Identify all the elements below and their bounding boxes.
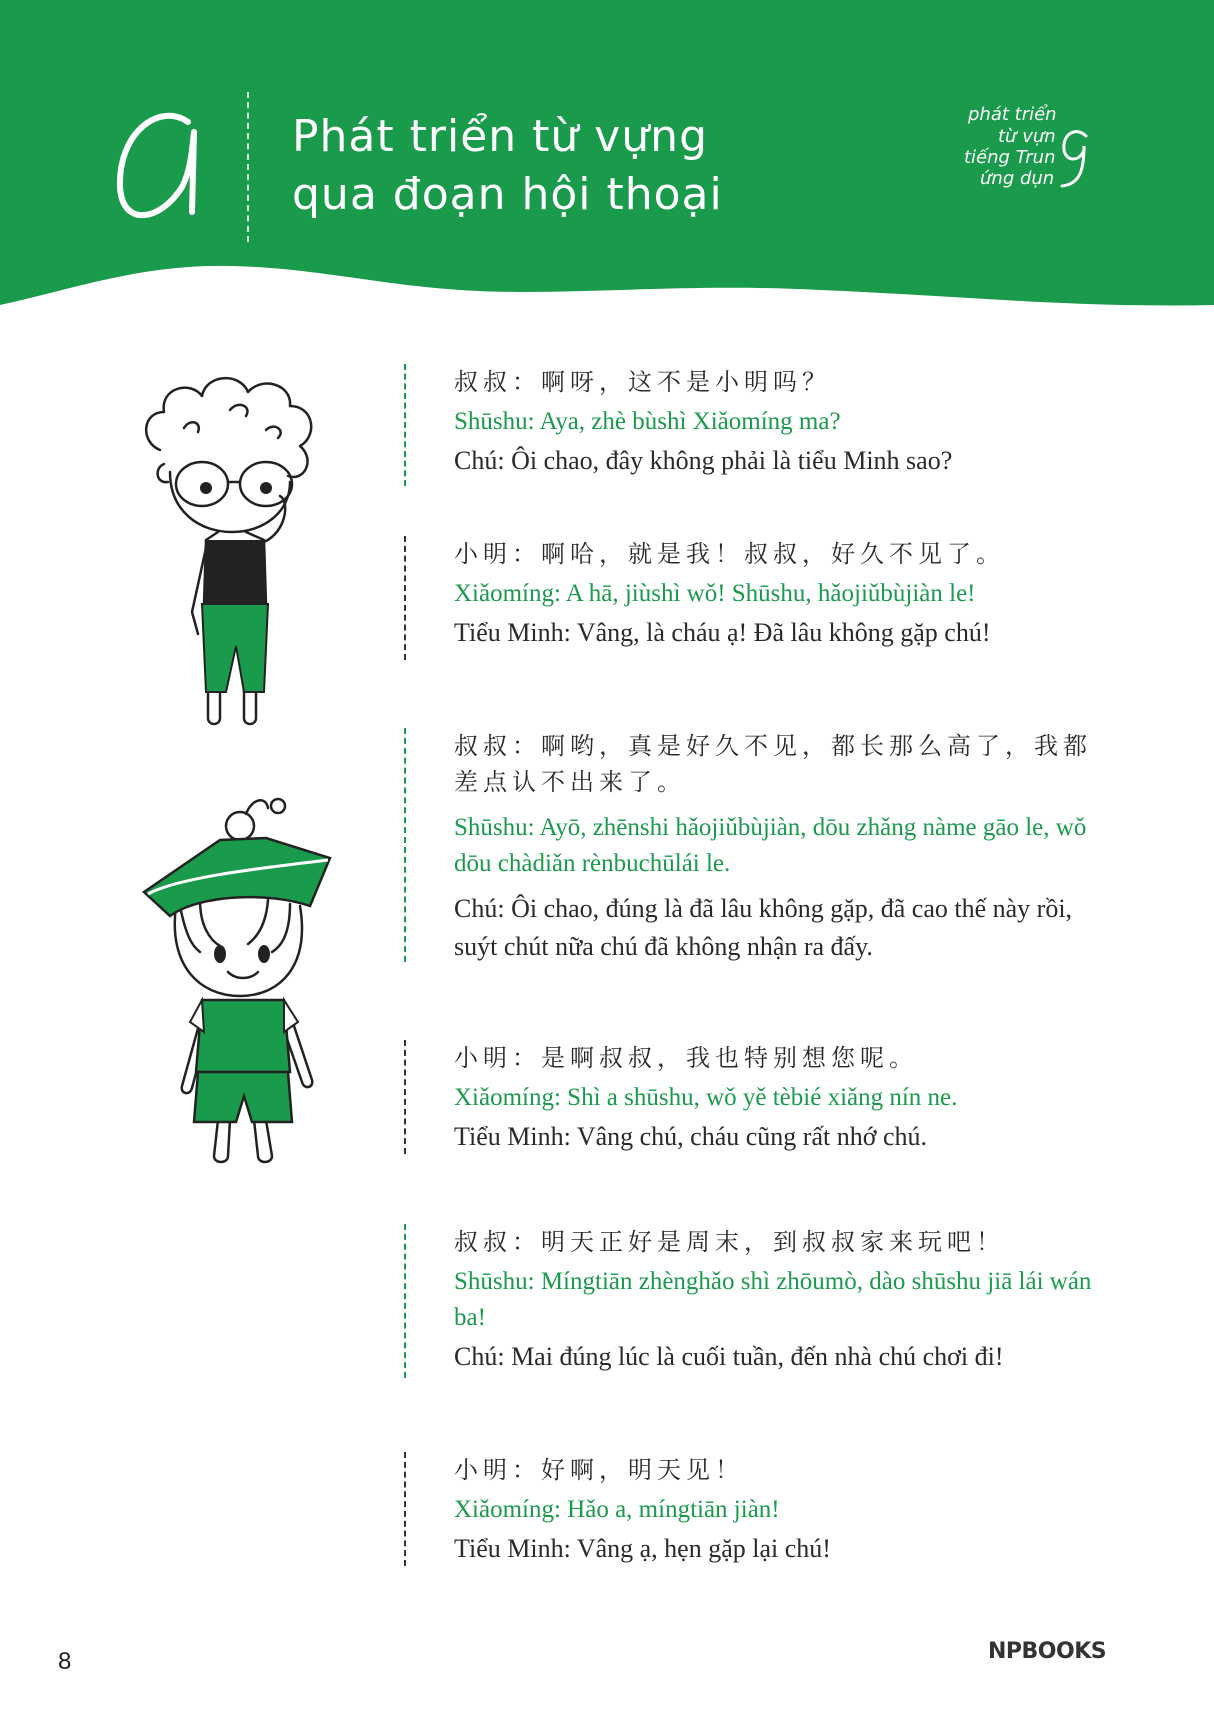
header-divider (247, 92, 249, 242)
dialogue-block-5 (404, 1224, 1124, 1378)
vietnamese-line: Chú: Ôi chao, đây không phải là tiểu Minh sao? (454, 446, 953, 475)
vietnamese-line: Tiểu Minh: Vâng chú, cháu cũng rất nhớ chú. (454, 1122, 928, 1151)
boy-green-hat-illustration (140, 796, 354, 1166)
chinese-line: 小明：啊哈，就是我！叔叔，好久不见了。 (454, 540, 1005, 568)
chinese-line: 叔叔：啊哟，真是好久不见，都长那么高了，我都差点认不出来了。 (454, 732, 1092, 796)
chapter-letter-a-icon (110, 92, 220, 232)
dialogue-divider (404, 1224, 406, 1378)
dialogue-divider (404, 364, 406, 486)
dialogue-block-6 (404, 1452, 1124, 1566)
series-logo-line-1: phát triển (968, 104, 1057, 125)
publisher-name: NPBOOKS (988, 1639, 1107, 1664)
vietnamese-line: Tiểu Minh: Vâng ạ, hẹn gặp lại chú! (454, 1534, 831, 1563)
dialogue-divider (404, 536, 406, 660)
series-logo (958, 100, 1098, 200)
dialogue-block-1 (404, 364, 1124, 486)
page-title-line-1: Phát triển từ vựng (292, 111, 708, 162)
boy-curly-hair-illustration (140, 372, 340, 728)
page-title (292, 108, 912, 224)
dialogue-divider (404, 1040, 406, 1154)
dialogue-divider (404, 1452, 406, 1566)
chinese-line: 小明：是啊叔叔，我也特别想您呢。 (454, 1044, 918, 1072)
pinyin-line: Xiǎomíng: Shì a shūshu, wǒ yě tèbié xiǎng nín ne. (454, 1084, 958, 1111)
chinese-line: 叔叔：明天正好是周末，到叔叔家来玩吧！ (454, 1228, 1005, 1256)
pinyin-line: Shūshu: Ayō, zhēnshi hǎojiǔbùjiàn, dōu zhǎng nàme gāo le, wǒ dōu chàdiǎn rènbuchūlái le. (454, 814, 1087, 877)
dialogue-block-2 (404, 536, 1124, 660)
dialogue-block-4 (404, 1040, 1124, 1154)
publisher-logo (988, 1639, 1107, 1680)
dialogue-block-3 (404, 728, 1124, 962)
series-logo-line-3: tiếng Trun (964, 147, 1056, 168)
pinyin-line: Xiǎomíng: Hǎo a, míngtiān jiàn! (454, 1496, 780, 1523)
page-number: 8 (58, 1648, 72, 1675)
pinyin-line: Shūshu: Míngtiān zhènghǎo shì zhōumò, dào shūshu jiā lái wán ba! (454, 1268, 1092, 1331)
dialogue-divider (404, 728, 406, 962)
vietnamese-line: Tiểu Minh: Vâng, là cháu ạ! Đã lâu không gặp chú! (454, 618, 991, 647)
pinyin-line: Shūshu: Aya, zhè bùshì Xiǎomíng ma? (454, 408, 841, 435)
vietnamese-line: Chú: Mai đúng lúc là cuối tuần, đến nhà chú chơi đi! (454, 1342, 1004, 1371)
page-title-line-2: qua đoạn hội thoại (292, 169, 723, 220)
chinese-line: 叔叔：啊呀，这不是小明吗？ (454, 368, 831, 396)
pinyin-line: Xiǎomíng: A hā, jiùshì wǒ! Shūshu, hǎojiǔbùjiàn le! (454, 580, 976, 607)
vietnamese-line: Chú: Ôi chao, đúng là đã lâu không gặp, đã cao thế này rồi, suýt chút nữa chú đã không nhận ra đấy. (454, 894, 1073, 961)
series-logo-line-2: từ vựn (998, 126, 1056, 147)
series-logo-line-4: ứng dụn (980, 168, 1055, 189)
chinese-line: 小明：好啊，明天见！ (454, 1456, 744, 1484)
series-logo-g-icon (958, 100, 1098, 200)
